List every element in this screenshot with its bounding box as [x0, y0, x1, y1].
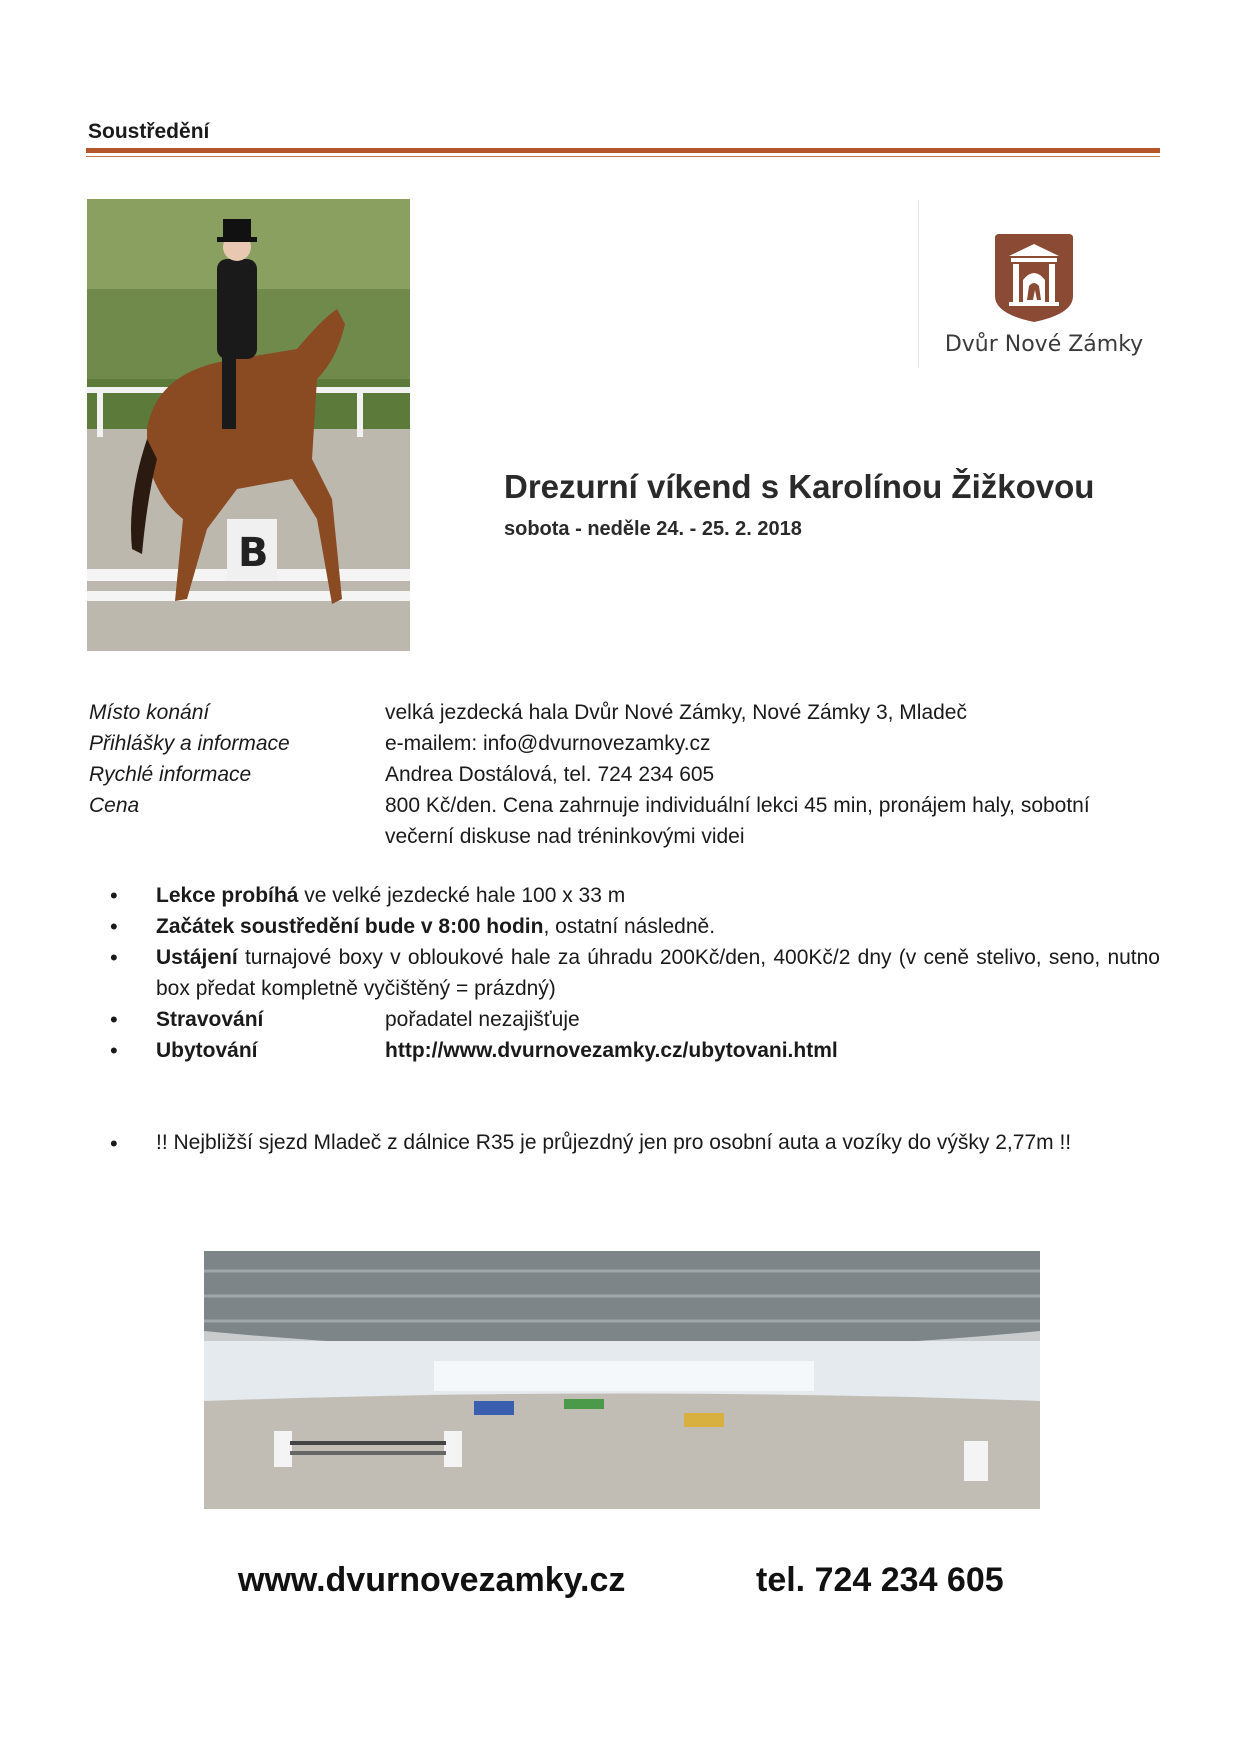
header-rule: [86, 148, 1160, 153]
footer-phone[interactable]: tel. 724 234 605: [756, 1561, 1004, 1599]
info-value: 800 Kč/den. Cena zahrnuje individuální lekci 45 min, pronájem haly, sobotní večerní diskuse nad tréninkovými videi: [385, 794, 1090, 848]
info-label: Přihlášky a informace: [89, 732, 290, 755]
event-title: Drezurní víkend s Karolínou Žižkovou: [504, 468, 1095, 505]
lesson-label: Lekce probíhá: [156, 884, 299, 907]
warning-text: !! Nejbližší sjezd Mladeč z dálnice R35 je průjezdný jen pro osobní auta a vozíky do výšky 2,77m !!: [156, 1131, 1072, 1154]
bullet-marker: •: [110, 945, 118, 970]
event-dates: sobota - neděle 24. - 25. 2. 2018: [504, 518, 802, 540]
accommodation-link[interactable]: http://www.dvurnovezamky.cz/ubytovani.html: [385, 1039, 838, 1062]
list-item: [110, 880, 1160, 911]
start-text: , ostatní následně.: [543, 915, 716, 938]
list-item: [110, 1035, 1160, 1066]
start-label: Začátek soustředění bude v 8:00 hodin: [156, 915, 544, 938]
footer-website[interactable]: www.dvurnovezamky.cz: [238, 1561, 626, 1599]
info-label: Místo konání: [89, 701, 210, 724]
info-value: Andrea Dostálová, tel. 724 234 605: [385, 763, 715, 786]
info-label: Cena: [89, 794, 140, 817]
lesson-text: ve velké jezdecké hale 100 x 33 m: [298, 884, 626, 907]
info-row-venue: [89, 697, 1169, 728]
estate-gate-icon: [993, 230, 1075, 324]
rider-photo: [87, 199, 410, 651]
info-row-registration: [89, 728, 1169, 759]
info-row-price: [89, 790, 1169, 852]
logo-name: Dvůr Nové Zámky: [944, 332, 1144, 357]
bullet-marker: •: [110, 1131, 118, 1156]
bullet-marker: •: [110, 883, 118, 908]
info-label: Rychlé informace: [89, 763, 252, 786]
section-title: Soustředění: [88, 120, 210, 143]
stabling-label: Ustájení: [156, 946, 238, 969]
info-table: [89, 697, 1169, 852]
arena-letter-marker: B: [238, 530, 269, 576]
list-item: [110, 1004, 1160, 1035]
bullet-marker: •: [110, 1007, 118, 1032]
info-value: e-mailem: info@dvurnovezamky.cz: [385, 732, 711, 755]
list-item: [110, 911, 1160, 942]
riding-hall-photo: [204, 1251, 1040, 1509]
warning-note: [110, 1131, 1071, 1157]
organizer-logo: [918, 200, 1149, 368]
list-item: [110, 942, 1160, 1004]
info-row-quick-info: [89, 759, 1169, 790]
details-list: [110, 880, 1160, 1066]
catering-text: pořadatel nezajišťuje: [385, 1008, 580, 1031]
bullet-marker: •: [110, 1038, 118, 1063]
stabling-text: turnajové boxy v obloukové hale za úhradu 200Kč/den, 400Kč/2 dny (v ceně stelivo, seno, nutno box předat kompletně vyčištěný = prázdný): [156, 946, 1160, 1000]
accommodation-label: Ubytování: [156, 1039, 258, 1062]
catering-label: Stravování: [156, 1008, 264, 1031]
header-rule-thin: [86, 156, 1160, 157]
bullet-marker: •: [110, 914, 118, 939]
info-value: velká jezdecká hala Dvůr Nové Zámky, Nové Zámky 3, Mladeč: [385, 701, 967, 724]
